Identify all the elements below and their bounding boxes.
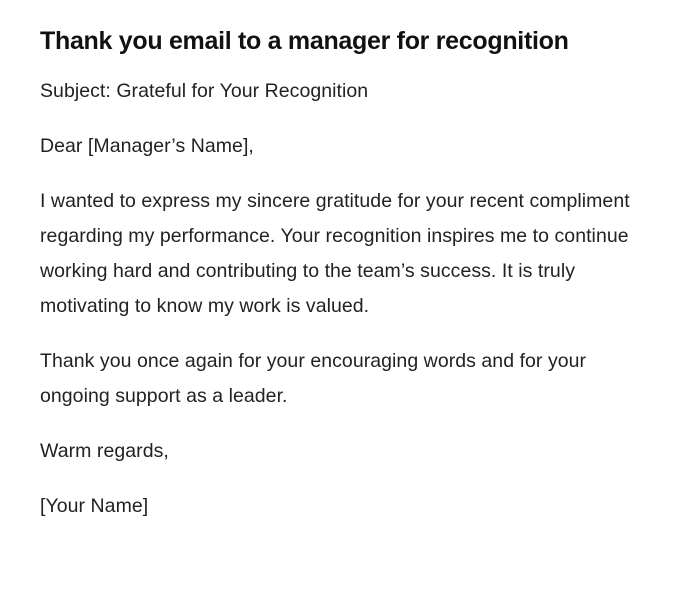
email-subject: Subject: Grateful for Your Recognition	[40, 80, 369, 102]
document-title: Thank you email to a manager for recognition	[40, 27, 569, 55]
email-closing: Warm regards,	[40, 440, 169, 462]
email-signature: [Your Name]	[40, 495, 149, 517]
email-body-paragraph-1: I wanted to express my sincere gratitude for your recent compliment regarding my performance. Your recognition inspires me to continue working hard and contributing to the team’s success. It is truly motivating to know my work is valued.	[40, 190, 630, 317]
email-greeting: Dear [Manager’s Name],	[40, 135, 254, 157]
email-body-paragraph-2: Thank you once again for your encouraging words and for your ongoing support as a leader.	[40, 350, 587, 407]
